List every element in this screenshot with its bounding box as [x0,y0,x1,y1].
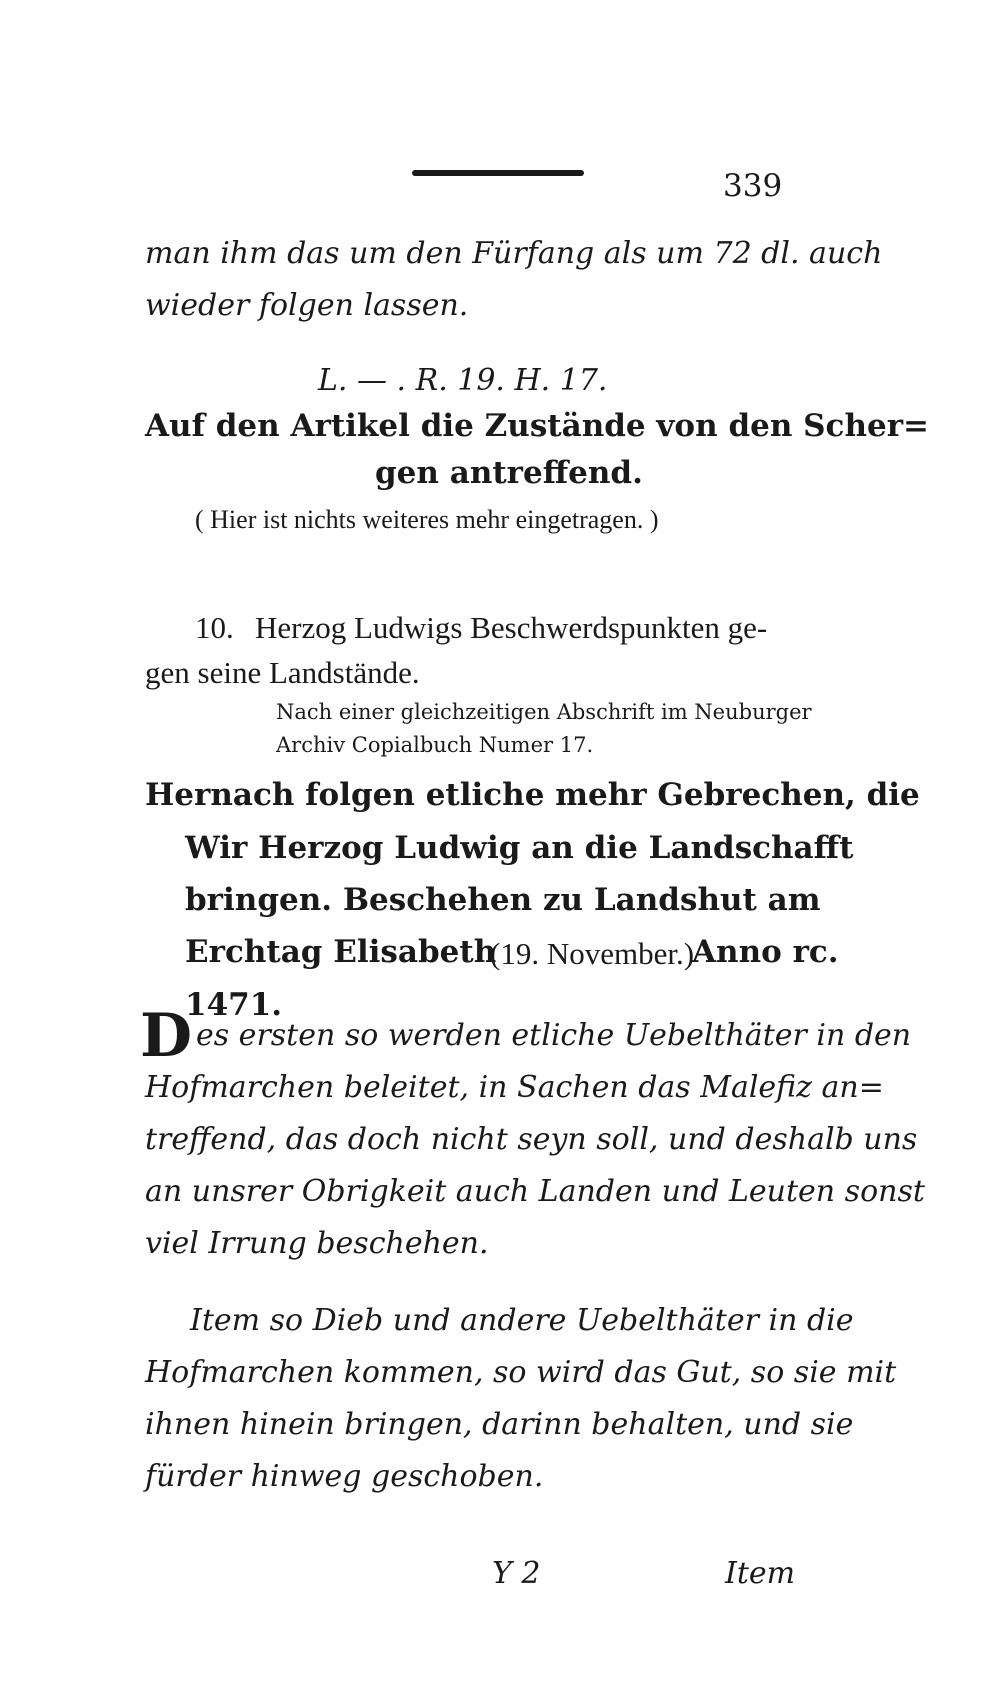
paragraph2-line-4: fürder hinweg geschoben. [145,1459,544,1494]
header-rule [412,170,584,176]
paragraph2-line-1: Item so Dieb und andere Uebelthäter in die [190,1303,854,1338]
paragraph1-line-4: an unsrer Obrigkeit auch Landen und Leuten sonst [145,1174,925,1209]
drop-cap: D [140,1001,193,1071]
paragraph2-line-3: ihnen hinein bringen, darinn behalten, und sie [145,1407,854,1442]
heading-line-1: Hernach folgen etliche mehr Gebrechen, die [145,777,920,813]
continuation-line-2: wieder folgen lassen. [145,288,469,323]
paragraph1-line-2: Hofmarchen beleitet, in Sachen das Malefiz an= [145,1070,884,1105]
section-number: 10. [195,610,234,645]
heading-line-4c: Anno rc. [692,934,839,970]
section-title-line-1: Herzog Ludwigs Beschwerdspunkten ge- [255,610,768,645]
paragraph1-line-1: es ersten so werden etliche Uebelthäter in den [196,1018,912,1053]
continuation-line-1: man ihm das um den Fürfang als um 72 dl. auch [145,236,883,271]
heading-line-5: 1471. [185,987,283,1023]
paragraph1-line-5: viel Irrung beschehen. [145,1226,489,1261]
catchword: Item [725,1556,796,1591]
source-note-line-1: Nach einer gleichzeitigen Abschrift im Neuburger [276,700,812,724]
note-parenthetical: ( Hier ist nichts weiteres mehr eingetragen. ) [195,505,659,534]
signature-mark: Y 2 [492,1556,541,1591]
source-note-line-2: Archiv Copialbuch Numer 17. [276,733,594,757]
heading-line-3: bringen. Beschehen zu Landshut am [185,882,821,918]
paragraph2-line-2: Hofmarchen kommen, so wird das Gut, so sie mit [145,1355,897,1390]
heading-line-4b: (19. November.) [490,936,695,971]
article-heading-line-2: gen antreffend. [375,455,643,491]
reference-line: L. — . R. 19. H. 17. [318,363,608,398]
article-heading-line-1: Auf den Artikel die Zustände von den Scher= [145,408,930,444]
paragraph1-line-3: treffend, das doch nicht seyn soll, und deshalb uns [145,1122,918,1157]
heading-line-2: Wir Herzog Ludwig an die Landschafft [185,830,854,866]
page-number: 339 [723,168,783,204]
section-title-line-2: gen seine Landstände. [145,655,420,690]
heading-line-4a: Erchtag Elisabeth [185,934,497,970]
